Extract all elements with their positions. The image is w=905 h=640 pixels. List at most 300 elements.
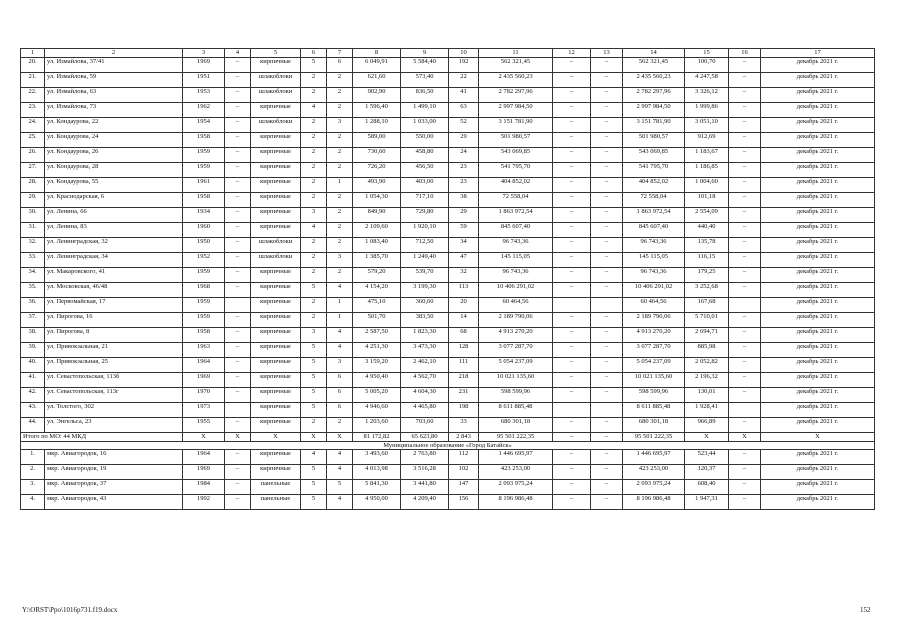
table-row <box>21 163 875 178</box>
table-cell: 423 253,00 <box>479 465 553 480</box>
table-cell: X <box>685 433 729 442</box>
table-cell: кирпичные <box>251 133 301 148</box>
table-cell: – <box>553 418 591 433</box>
table-cell: – <box>225 133 251 148</box>
table-cell: 493,90 <box>353 178 401 193</box>
table-cell: – <box>729 238 761 253</box>
table-cell: 38 <box>449 193 479 208</box>
table-cell: – <box>729 223 761 238</box>
table-row <box>21 313 875 328</box>
table-cell: 1964 <box>183 450 225 465</box>
table-cell: 22 <box>449 73 479 88</box>
table-cell: 4. <box>21 495 45 510</box>
table-cell: – <box>591 480 623 495</box>
table-cell: 1959 <box>183 268 225 283</box>
table-cell: ул. Привокзальная, 25 <box>45 358 183 373</box>
table-cell: – <box>553 133 591 148</box>
table-row <box>21 343 875 358</box>
table-cell: 112 <box>449 450 479 465</box>
table-row <box>21 388 875 403</box>
total-row <box>21 433 875 442</box>
table-cell: декабрь 2021 г. <box>761 313 875 328</box>
table-cell: ул. Московская, 46/48 <box>45 283 183 298</box>
table-cell: 3 516,28 <box>401 465 449 480</box>
table-cell: 52 <box>449 118 479 133</box>
table-cell: 2 <box>301 88 327 103</box>
table-cell: 40. <box>21 358 45 373</box>
table-cell: кирпичные <box>251 403 301 418</box>
table-cell: 550,00 <box>401 133 449 148</box>
table-cell: мкр. Авиагородок, 37 <box>45 480 183 495</box>
table-cell: кирпичные <box>251 343 301 358</box>
table-cell: – <box>225 418 251 433</box>
table-cell: 1 947,31 <box>685 495 729 510</box>
table-row <box>21 465 875 480</box>
table-cell: 3 199,30 <box>401 283 449 298</box>
table-cell: 130,01 <box>685 388 729 403</box>
table-cell: 2 763,80 <box>401 450 449 465</box>
table-cell: 3 077 287,70 <box>479 343 553 358</box>
table-cell: 2 <box>327 238 353 253</box>
table-cell: кирпичные <box>251 223 301 238</box>
table-cell: 4 913 270,20 <box>479 328 553 343</box>
table-cell: 72 558,04 <box>479 193 553 208</box>
table-cell: – <box>729 418 761 433</box>
table-cell: 1 183,67 <box>685 148 729 163</box>
table-cell: 29 <box>449 133 479 148</box>
table-cell: 1950 <box>183 238 225 253</box>
table-cell: 2 093 975,24 <box>479 480 553 495</box>
table-cell: 1959 <box>183 163 225 178</box>
table-cell: – <box>729 313 761 328</box>
table-cell: 3 473,30 <box>401 343 449 358</box>
table-cell: 2 <box>301 418 327 433</box>
table-body <box>21 49 875 510</box>
table-cell: – <box>591 208 623 223</box>
table-cell: 5 054 237,09 <box>479 358 553 373</box>
table-cell: – <box>729 253 761 268</box>
table-cell: 96 743,36 <box>623 268 685 283</box>
table-cell: 598 599,96 <box>623 388 685 403</box>
table-cell: декабрь 2021 г. <box>761 178 875 193</box>
table-cell: 2 435 560,23 <box>623 73 685 88</box>
table-cell: 198 <box>449 403 479 418</box>
table-cell: 1 928,41 <box>685 403 729 418</box>
table-cell: 2 109,60 <box>353 223 401 238</box>
table-cell: – <box>591 343 623 358</box>
table-cell: 120,37 <box>685 465 729 480</box>
table-cell: 4 <box>301 223 327 238</box>
table-cell: – <box>225 103 251 118</box>
table-cell: 29. <box>21 193 45 208</box>
table-cell: ул. Измайлова, 73 <box>45 103 183 118</box>
table-cell: 8 196 986,48 <box>479 495 553 510</box>
table-row <box>21 373 875 388</box>
header-row <box>21 49 875 58</box>
table-cell: 5 <box>301 495 327 510</box>
table-cell: 4 465,80 <box>401 403 449 418</box>
table-cell: 29 <box>449 208 479 223</box>
table-cell: – <box>553 480 591 495</box>
table-cell: 3 493,60 <box>353 450 401 465</box>
table-cell: ул. Ленина, 66 <box>45 208 183 223</box>
table-cell: 3 051,10 <box>685 118 729 133</box>
table-cell: декабрь 2021 г. <box>761 450 875 465</box>
table-cell: – <box>729 268 761 283</box>
table-cell: кирпичные <box>251 328 301 343</box>
column-header: 14 <box>623 49 685 58</box>
table-cell: 33 <box>449 418 479 433</box>
table-row <box>21 178 875 193</box>
table-cell: шлакоблоки <box>251 73 301 88</box>
table-cell: 4 <box>327 465 353 480</box>
table-cell: 192 <box>449 58 479 73</box>
table-row <box>21 103 875 118</box>
table-cell: 2 <box>301 298 327 313</box>
table-cell: 1 054,30 <box>353 193 401 208</box>
table-cell: 2 <box>301 133 327 148</box>
table-row <box>21 328 875 343</box>
table-cell: – <box>591 283 623 298</box>
table-cell: ул. Толстого, 302 <box>45 403 183 418</box>
table-cell: кирпичные <box>251 58 301 73</box>
table-cell: 1 <box>327 178 353 193</box>
table-cell: ул. Пирогова, 8 <box>45 328 183 343</box>
table-cell: – <box>553 433 591 442</box>
table-cell: декабрь 2021 г. <box>761 208 875 223</box>
table-row <box>21 418 875 433</box>
table-cell: 5 <box>301 480 327 495</box>
column-header: 13 <box>591 49 623 58</box>
table-cell: – <box>553 58 591 73</box>
table-cell: 60 464,56 <box>479 298 553 313</box>
table-cell: 23. <box>21 103 45 118</box>
table-cell: – <box>553 223 591 238</box>
table-cell: 1 <box>327 313 353 328</box>
table-cell: 3 159,20 <box>353 358 401 373</box>
table-cell: – <box>729 450 761 465</box>
table-cell: 43. <box>21 403 45 418</box>
table-cell: 845 607,40 <box>623 223 685 238</box>
table-cell: – <box>553 193 591 208</box>
column-header: 12 <box>553 49 591 58</box>
table-cell: 1 446 695,97 <box>479 450 553 465</box>
table-cell: 729,80 <box>401 208 449 223</box>
table-cell: 35. <box>21 283 45 298</box>
column-header: 9 <box>401 49 449 58</box>
table-cell: 1964 <box>183 358 225 373</box>
table-cell: 403,00 <box>401 178 449 193</box>
table-cell: 4 247,58 <box>685 73 729 88</box>
table-cell: кирпичные <box>251 163 301 178</box>
table-cell: 3 <box>301 208 327 223</box>
section-row <box>21 442 875 450</box>
table-cell: – <box>553 103 591 118</box>
table-row <box>21 88 875 103</box>
table-cell: – <box>591 495 623 510</box>
table-cell: 14 <box>449 313 479 328</box>
table-cell: 34 <box>449 238 479 253</box>
table-cell: – <box>729 388 761 403</box>
table-cell: 523,44 <box>685 450 729 465</box>
table-cell: ул. Кондаурова, 24 <box>45 133 183 148</box>
table-cell: – <box>591 58 623 73</box>
table-cell: 885,98 <box>685 343 729 358</box>
table-row <box>21 253 875 268</box>
table-cell: 2 462,10 <box>401 358 449 373</box>
table-cell: кирпичные <box>251 465 301 480</box>
table-cell: 100,70 <box>685 58 729 73</box>
table-cell: 5 <box>301 58 327 73</box>
table-cell: 33. <box>21 253 45 268</box>
table-cell: 36. <box>21 298 45 313</box>
table-cell: 5 <box>327 480 353 495</box>
table-cell: 102 <box>449 465 479 480</box>
table-cell <box>225 298 251 313</box>
table-cell: 5 <box>301 283 327 298</box>
table-cell: 1 203,60 <box>353 418 401 433</box>
table-cell: 2 843 <box>449 433 479 442</box>
table-cell: 712,50 <box>401 238 449 253</box>
table-cell: 2 997 984,50 <box>623 103 685 118</box>
table-cell: X <box>327 433 353 442</box>
table-cell: – <box>553 283 591 298</box>
table-cell: 1 499,10 <box>401 103 449 118</box>
table-cell: – <box>225 148 251 163</box>
table-cell: 2 <box>301 73 327 88</box>
table-cell: – <box>225 193 251 208</box>
table-cell: декабрь 2021 г. <box>761 328 875 343</box>
table-cell: декабрь 2021 г. <box>761 418 875 433</box>
table-row <box>21 495 875 510</box>
table-cell: – <box>553 148 591 163</box>
table-cell: – <box>553 238 591 253</box>
table-cell: 3 252,68 <box>685 283 729 298</box>
table-cell: ул. Измайлова, 59 <box>45 73 183 88</box>
table-cell: 703,60 <box>401 418 449 433</box>
table-cell: – <box>729 133 761 148</box>
table-cell: декабрь 2021 г. <box>761 283 875 298</box>
table-cell: 4 950,40 <box>353 373 401 388</box>
table-cell: 2 435 560,23 <box>479 73 553 88</box>
table-cell: 4 <box>327 450 353 465</box>
table-cell: кирпичные <box>251 208 301 223</box>
table-cell: – <box>591 253 623 268</box>
table-cell: панельные <box>251 480 301 495</box>
table-cell: – <box>553 358 591 373</box>
table-cell: 32 <box>449 268 479 283</box>
table-cell: 145 115,05 <box>623 253 685 268</box>
table-cell: – <box>225 373 251 388</box>
table-cell: декабрь 2021 г. <box>761 268 875 283</box>
table-cell: 562 321,45 <box>479 58 553 73</box>
table-cell: 218 <box>449 373 479 388</box>
table-cell: 1 385,70 <box>353 253 401 268</box>
table-cell: 4 950,00 <box>353 495 401 510</box>
table-cell: – <box>591 178 623 193</box>
table-cell: 2 196,32 <box>685 373 729 388</box>
table-cell: – <box>225 495 251 510</box>
table-cell: 573,40 <box>401 73 449 88</box>
table-cell: 3 151 781,90 <box>623 118 685 133</box>
table-cell: 30. <box>21 208 45 223</box>
table-cell: ул. Ленинградская, 34 <box>45 253 183 268</box>
table-cell: 4 <box>327 495 353 510</box>
table-cell: 1 004,60 <box>685 178 729 193</box>
table-cell: 10 406 291,02 <box>479 283 553 298</box>
table-cell: декабрь 2021 г. <box>761 388 875 403</box>
table-cell: 1973 <box>183 403 225 418</box>
table-cell: 5 <box>301 373 327 388</box>
table-cell: 27. <box>21 163 45 178</box>
table-cell: 458,80 <box>401 148 449 163</box>
table-cell: 1 083,40 <box>353 238 401 253</box>
table-cell: – <box>729 193 761 208</box>
table-cell: 65 623,80 <box>401 433 449 442</box>
table-cell: 2 <box>327 73 353 88</box>
table-cell: 10 021 135,60 <box>479 373 553 388</box>
table-cell: – <box>553 313 591 328</box>
table-cell: 8 196 986,48 <box>623 495 685 510</box>
table-cell: – <box>553 118 591 133</box>
table-cell: – <box>225 480 251 495</box>
table-cell: – <box>225 208 251 223</box>
table-cell: 47 <box>449 253 479 268</box>
table-cell: 20 <box>449 298 479 313</box>
table-cell: 539,70 <box>401 268 449 283</box>
table-cell: – <box>591 465 623 480</box>
table-cell: 34. <box>21 268 45 283</box>
table-cell: – <box>729 328 761 343</box>
table-cell: 4 <box>327 343 353 358</box>
table-cell: 2 554,09 <box>685 208 729 223</box>
table-cell: – <box>591 268 623 283</box>
table-cell: – <box>553 88 591 103</box>
table-cell: кирпичные <box>251 418 301 433</box>
table-cell: – <box>225 238 251 253</box>
table-cell: ул. Измайлова, 63 <box>45 88 183 103</box>
table-cell: 179,25 <box>685 268 729 283</box>
table-cell: 156 <box>449 495 479 510</box>
table-cell: 2 782 297,96 <box>623 88 685 103</box>
table-cell: декабрь 2021 г. <box>761 118 875 133</box>
table-cell: кирпичные <box>251 148 301 163</box>
table-cell: 41 <box>449 88 479 103</box>
table-cell: 21. <box>21 73 45 88</box>
table-row <box>21 58 875 73</box>
table-cell: 1970 <box>183 388 225 403</box>
table-cell: 4 <box>301 450 327 465</box>
table-cell: декабрь 2021 г. <box>761 88 875 103</box>
table-cell: 2 <box>327 163 353 178</box>
table-cell: 1969 <box>183 373 225 388</box>
table-cell <box>729 298 761 313</box>
table-cell: 1960 <box>183 223 225 238</box>
table-cell: 501 980,57 <box>623 133 685 148</box>
table-cell: – <box>591 193 623 208</box>
table-cell: 1953 <box>183 88 225 103</box>
table-cell: 1959 <box>183 148 225 163</box>
table-cell: – <box>591 148 623 163</box>
table-cell: 22. <box>21 88 45 103</box>
column-header: 4 <box>225 49 251 58</box>
table-cell: кирпичные <box>251 373 301 388</box>
table-cell: шлакоблоки <box>251 238 301 253</box>
table-cell: 5 841,30 <box>353 480 401 495</box>
table-row <box>21 480 875 495</box>
table-cell: 111 <box>449 358 479 373</box>
table-cell: декабрь 2021 г. <box>761 298 875 313</box>
table-cell: 4 209,40 <box>401 495 449 510</box>
table-cell: 2 <box>301 238 327 253</box>
table-cell: 8 611 885,48 <box>479 403 553 418</box>
table-cell: 589,00 <box>353 133 401 148</box>
table-cell: 3 151 781,90 <box>479 118 553 133</box>
table-cell: декабрь 2021 г. <box>761 373 875 388</box>
table-cell: 2 189 790,06 <box>623 313 685 328</box>
table-cell: 456,50 <box>401 163 449 178</box>
table-cell: 1. <box>21 450 45 465</box>
table-cell <box>553 298 591 313</box>
table-cell: 5 584,40 <box>401 58 449 73</box>
table-cell: – <box>729 495 761 510</box>
table-cell: 4 562,70 <box>401 373 449 388</box>
table-cell: 5 054 237,09 <box>623 358 685 373</box>
table-cell: 2 <box>301 148 327 163</box>
table-cell: – <box>225 58 251 73</box>
table-cell: – <box>225 88 251 103</box>
table-cell: 1958 <box>183 133 225 148</box>
table-cell: – <box>225 343 251 358</box>
table-cell: X <box>183 433 225 442</box>
table-cell: 1 823,30 <box>401 328 449 343</box>
table-cell: – <box>729 58 761 73</box>
table-cell: 2 <box>327 133 353 148</box>
table-cell: 849,90 <box>353 208 401 223</box>
table-cell: 81 172,82 <box>353 433 401 442</box>
table-cell: 608,40 <box>685 480 729 495</box>
table-row <box>21 118 875 133</box>
table-cell: 63 <box>449 103 479 118</box>
table-cell: – <box>225 450 251 465</box>
table-cell: 5 <box>301 403 327 418</box>
table-cell: 1968 <box>183 283 225 298</box>
table-cell: – <box>591 418 623 433</box>
table-cell: 231 <box>449 388 479 403</box>
column-header: 1 <box>21 49 45 58</box>
table-cell: ул. Пирогова, 16 <box>45 313 183 328</box>
table-cell: X <box>301 433 327 442</box>
table-cell: 95 501 222,35 <box>479 433 553 442</box>
table-cell: 1984 <box>183 480 225 495</box>
table-cell: 32. <box>21 238 45 253</box>
table-cell: – <box>591 313 623 328</box>
table-cell: 10 021 135,60 <box>623 373 685 388</box>
table-cell: – <box>729 465 761 480</box>
table-cell: 501,70 <box>353 313 401 328</box>
table-cell: декабрь 2021 г. <box>761 73 875 88</box>
table-cell: 37. <box>21 313 45 328</box>
table-cell: 541 795,70 <box>623 163 685 178</box>
table-cell: 2 <box>327 148 353 163</box>
table-cell: 912,69 <box>685 133 729 148</box>
table-row <box>21 403 875 418</box>
table-cell: 1969 <box>183 58 225 73</box>
column-header: 10 <box>449 49 479 58</box>
table-cell: 621,60 <box>353 73 401 88</box>
table-cell: 135,78 <box>685 238 729 253</box>
table-cell: – <box>591 450 623 465</box>
